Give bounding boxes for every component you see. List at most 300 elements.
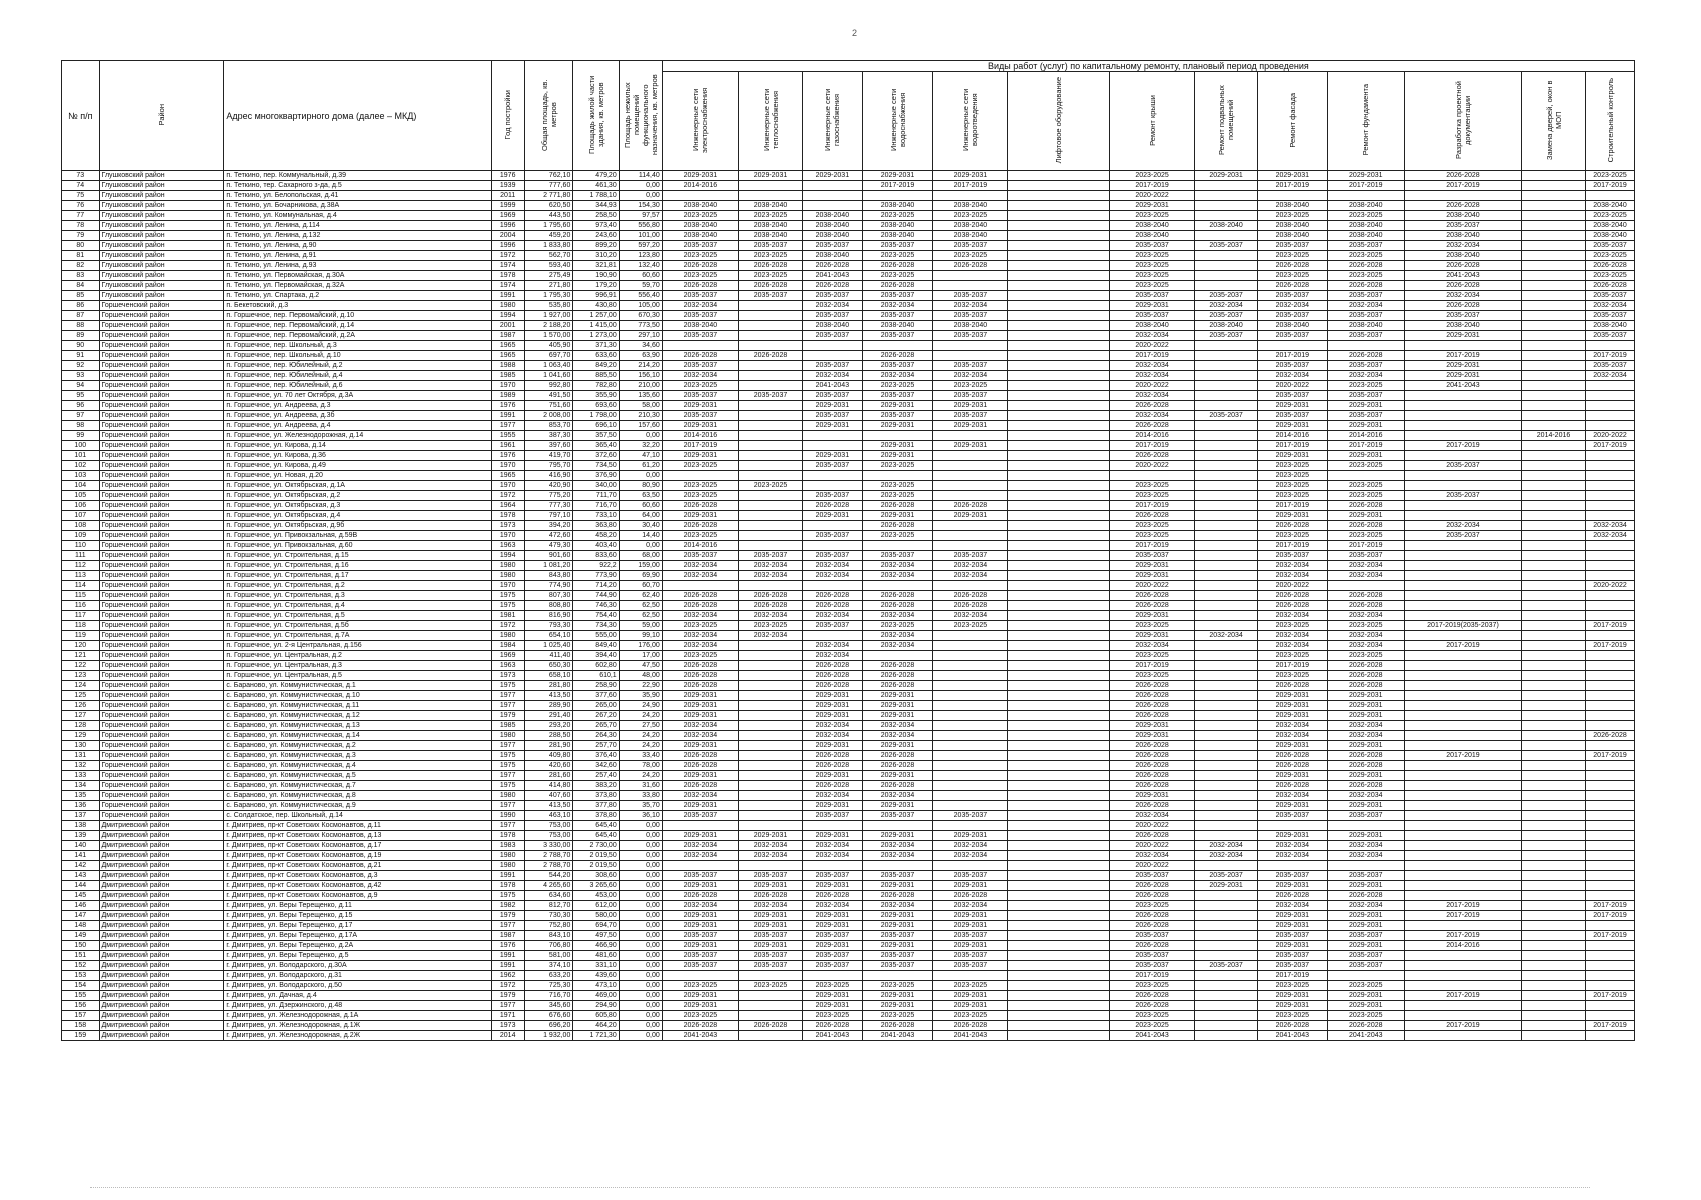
cell-facade: 2032-2034: [1258, 791, 1328, 801]
cell-facade: 2020-2022: [1258, 581, 1328, 591]
cell-total-area: 751,60: [524, 401, 573, 411]
cell-district: Горшеченский район: [99, 811, 224, 821]
cell-electric: 2032-2034: [662, 731, 738, 741]
cell-gas: 2035-2037: [803, 531, 863, 541]
cell-sewer: [933, 271, 1008, 281]
cell-construction-control: 2035-2037: [1586, 361, 1635, 371]
cell-total-area: 2 788,70: [524, 851, 573, 861]
cell-heat: [738, 451, 802, 461]
cell-electric: 2029-2031: [662, 171, 738, 181]
cell-construction-control: 2023-2025: [1586, 211, 1635, 221]
cell-year: 1970: [491, 581, 524, 591]
cell-sewer: 2035-2037: [933, 951, 1008, 961]
cell-facade: 2029-2031: [1258, 451, 1328, 461]
cell-year: 1965: [491, 351, 524, 361]
cell-facade: 2032-2034: [1258, 371, 1328, 381]
cell-roof: 2026-2028: [1110, 761, 1195, 771]
table-row: [62, 531, 1635, 541]
cell-electric: 2029-2031: [662, 741, 738, 751]
cell-basement: [1195, 731, 1258, 741]
cell-gas: 2029-2031: [803, 801, 863, 811]
cell-gas: 2035-2037: [803, 331, 863, 341]
capital-repair-table-sheet: [61, 60, 1635, 1041]
cell-year: 1989: [491, 391, 524, 401]
table-row: [62, 811, 1635, 821]
cell-construction-control: [1586, 481, 1635, 491]
cell-water: 2035-2037: [862, 551, 933, 561]
cell-sewer: 2017-2019: [933, 181, 1008, 191]
cell-water: 2032-2034: [862, 301, 933, 311]
cell-living-area: 711,70: [573, 491, 619, 501]
cell-water: [862, 191, 933, 201]
cell-year: 1996: [491, 221, 524, 231]
cell-address: п. Горшечное, ул. Кирова, д.49: [224, 461, 491, 471]
cell-living-area: 782,80: [573, 381, 619, 391]
cell-facade: 2029-2031: [1258, 991, 1328, 1001]
cell-electric: 2023-2025: [662, 381, 738, 391]
cell-design-docs: [1404, 741, 1521, 751]
cell-facade: 2023-2025: [1258, 651, 1328, 661]
cell-row-num: 105: [62, 491, 100, 501]
cell-electric: 2029-2031: [662, 831, 738, 841]
cell-year: 1982: [491, 901, 524, 911]
cell-facade: 2032-2034: [1258, 841, 1328, 851]
cell-sewer: 2035-2037: [933, 411, 1008, 421]
cell-row-num: 77: [62, 211, 100, 221]
cell-total-area: 281,60: [524, 771, 573, 781]
cell-design-docs: [1404, 851, 1521, 861]
cell-lift: [1008, 201, 1110, 211]
cell-district: Дмитриевский район: [99, 821, 224, 831]
cell-design-docs: [1404, 721, 1521, 731]
cell-lift: [1008, 421, 1110, 431]
cell-premises-area: 0,00: [619, 961, 662, 971]
cell-basement: [1195, 1021, 1258, 1031]
cell-total-area: 472,60: [524, 531, 573, 541]
cell-roof: 2038-2040: [1110, 321, 1195, 331]
cell-total-area: 753,00: [524, 821, 573, 831]
cell-row-num: 128: [62, 721, 100, 731]
cell-foundation: 2023-2025: [1327, 211, 1404, 221]
cell-sewer: [933, 701, 1008, 711]
cell-gas: 2026-2028: [803, 781, 863, 791]
cell-water: 2026-2028: [862, 1021, 933, 1031]
table-row: [62, 861, 1635, 871]
cell-heat: [738, 771, 802, 781]
cell-lift: [1008, 251, 1110, 261]
cell-lift: [1008, 381, 1110, 391]
cell-premises-area: 17,00: [619, 651, 662, 661]
cell-sewer: 2029-2031: [933, 941, 1008, 951]
cell-electric: 2035-2037: [662, 961, 738, 971]
cell-total-area: 387,30: [524, 431, 573, 441]
cell-foundation: 2026-2028: [1327, 591, 1404, 601]
cell-heat: [738, 971, 802, 981]
cell-electric: 2014-2016: [662, 431, 738, 441]
cell-gas: 2026-2028: [803, 1021, 863, 1031]
cell-address: п. Горшечное, ул. Строительная, д.15: [224, 551, 491, 561]
cell-construction-control: [1586, 861, 1635, 871]
cell-lift: [1008, 491, 1110, 501]
cell-year: 1961: [491, 441, 524, 451]
cell-row-num: 95: [62, 391, 100, 401]
cell-heat: 2023-2025: [738, 211, 802, 221]
cell-row-num: 97: [62, 411, 100, 421]
cell-construction-control: 2017-2019: [1586, 901, 1635, 911]
cell-foundation: 2023-2025: [1327, 381, 1404, 391]
cell-doors-windows: [1522, 911, 1586, 921]
cell-district: Глушковский район: [99, 261, 224, 271]
cell-total-area: 2 788,70: [524, 861, 573, 871]
cell-address: с. Бараново, ул. Коммунистическая, д.13: [224, 721, 491, 731]
cell-facade: 2023-2025: [1258, 481, 1328, 491]
cell-water: 2032-2034: [862, 371, 933, 381]
cell-electric: 2017-2019: [662, 441, 738, 451]
cell-basement: [1195, 431, 1258, 441]
cell-facade: 2029-2031: [1258, 941, 1328, 951]
cell-row-num: 92: [62, 361, 100, 371]
cell-construction-control: 2032-2034: [1586, 531, 1635, 541]
col-header-work-4: Инженерные сети водоснабжения: [862, 72, 933, 171]
cell-premises-area: 68,00: [619, 551, 662, 561]
cell-water: [862, 861, 933, 871]
cell-living-area: 458,20: [573, 531, 619, 541]
table-row: [62, 561, 1635, 571]
cell-year: 1963: [491, 661, 524, 671]
table-row: [62, 601, 1635, 611]
cell-roof: 2035-2037: [1110, 551, 1195, 561]
cell-total-area: 775,20: [524, 491, 573, 501]
cell-premises-area: 69,90: [619, 571, 662, 581]
table-row: [62, 521, 1635, 531]
cell-foundation: 2029-2031: [1327, 941, 1404, 951]
cell-water: 2029-2031: [862, 711, 933, 721]
col-header-work-9: Ремонт фасада: [1258, 72, 1328, 171]
table-row: [62, 221, 1635, 231]
cell-heat: 2026-2028: [738, 351, 802, 361]
cell-facade: 2032-2034: [1258, 611, 1328, 621]
cell-heat: [738, 641, 802, 651]
cell-premises-area: 36,10: [619, 811, 662, 821]
cell-heat: 2035-2037: [738, 951, 802, 961]
cell-row-num: 140: [62, 841, 100, 851]
cell-year: 1980: [491, 301, 524, 311]
cell-row-num: 153: [62, 971, 100, 981]
cell-address: с. Бараново, ул. Коммунистическая, д.14: [224, 731, 491, 741]
cell-construction-control: [1586, 411, 1635, 421]
cell-roof: 2026-2028: [1110, 751, 1195, 761]
cell-basement: [1195, 551, 1258, 561]
cell-district: Глушковский район: [99, 211, 224, 221]
cell-premises-area: 0,00: [619, 951, 662, 961]
cell-facade: 2017-2019: [1258, 501, 1328, 511]
cell-water: 2023-2025: [862, 531, 933, 541]
cell-doors-windows: [1522, 861, 1586, 871]
cell-roof: 2026-2028: [1110, 1001, 1195, 1011]
cell-design-docs: [1404, 891, 1521, 901]
cell-basement: [1195, 191, 1258, 201]
cell-row-num: 155: [62, 991, 100, 1001]
cell-row-num: 149: [62, 931, 100, 941]
cell-district: Горшеченский район: [99, 371, 224, 381]
cell-water: 2026-2028: [862, 351, 933, 361]
cell-electric: 2032-2034: [662, 611, 738, 621]
table-row: [62, 311, 1635, 321]
cell-facade: 2029-2031: [1258, 401, 1328, 411]
cell-roof: 2020-2022: [1110, 581, 1195, 591]
cell-design-docs: [1404, 671, 1521, 681]
cell-foundation: 2014-2016: [1327, 431, 1404, 441]
cell-facade: 2023-2025: [1258, 531, 1328, 541]
cell-basement: [1195, 801, 1258, 811]
cell-heat: [738, 651, 802, 661]
cell-water: [862, 431, 933, 441]
cell-doors-windows: [1522, 921, 1586, 931]
cell-lift: [1008, 531, 1110, 541]
table-row: [62, 991, 1635, 1001]
cell-design-docs: [1404, 981, 1521, 991]
cell-construction-control: [1586, 511, 1635, 521]
table-row: [62, 351, 1635, 361]
cell-total-area: 762,10: [524, 171, 573, 181]
cell-living-area: 2 730,00: [573, 841, 619, 851]
cell-electric: 2032-2034: [662, 631, 738, 641]
cell-year: 1980: [491, 731, 524, 741]
cell-year: 1977: [491, 421, 524, 431]
cell-water: 2032-2034: [862, 731, 933, 741]
cell-foundation: 2023-2025: [1327, 251, 1404, 261]
cell-year: 1987: [491, 931, 524, 941]
table-row: [62, 821, 1635, 831]
cell-total-area: 491,50: [524, 391, 573, 401]
cell-total-area: 407,60: [524, 791, 573, 801]
cell-district: Горшеченский район: [99, 521, 224, 531]
cell-doors-windows: [1522, 501, 1586, 511]
cell-foundation: 2032-2034: [1327, 561, 1404, 571]
cell-heat: 2029-2031: [738, 921, 802, 931]
cell-water: 2023-2025: [862, 1011, 933, 1021]
cell-address: п. Горшечное, пер. Юбилейный, д.4: [224, 371, 491, 381]
cell-facade: 2023-2025: [1258, 621, 1328, 631]
cell-construction-control: [1586, 871, 1635, 881]
cell-district: Горшеченский район: [99, 451, 224, 461]
cell-design-docs: [1404, 551, 1521, 561]
cell-design-docs: [1404, 471, 1521, 481]
cell-row-num: 122: [62, 661, 100, 671]
cell-electric: 2032-2034: [662, 901, 738, 911]
cell-electric: 2023-2025: [662, 981, 738, 991]
cell-construction-control: 2032-2034: [1586, 521, 1635, 531]
cell-district: Горшеченский район: [99, 351, 224, 361]
cell-year: 2001: [491, 321, 524, 331]
cell-district: Горшеченский район: [99, 791, 224, 801]
cell-doors-windows: [1522, 1001, 1586, 1011]
cell-basement: 2038-2040: [1195, 221, 1258, 231]
cell-address: с. Бараново, ул. Коммунистическая, д.1: [224, 681, 491, 691]
cell-gas: 2035-2037: [803, 461, 863, 471]
cell-roof: 2029-2031: [1110, 721, 1195, 731]
cell-living-area: 461,30: [573, 181, 619, 191]
cell-roof: 2020-2022: [1110, 461, 1195, 471]
cell-foundation: 2023-2025: [1327, 981, 1404, 991]
cell-lift: [1008, 781, 1110, 791]
cell-doors-windows: [1522, 881, 1586, 891]
cell-address: г. Дмитриев, ул. Веры Терещенко, д.17: [224, 921, 491, 931]
cell-lift: [1008, 821, 1110, 831]
cell-sewer: 2029-2031: [933, 991, 1008, 1001]
cell-foundation: 2029-2031: [1327, 741, 1404, 751]
cell-district: Глушковский район: [99, 171, 224, 181]
cell-gas: 2026-2028: [803, 591, 863, 601]
cell-gas: 2035-2037: [803, 411, 863, 421]
cell-sewer: [933, 651, 1008, 661]
table-row: [62, 1011, 1635, 1021]
cell-construction-control: [1586, 191, 1635, 201]
cell-basement: [1195, 911, 1258, 921]
cell-electric: 2029-2031: [662, 511, 738, 521]
cell-lift: [1008, 241, 1110, 251]
cell-foundation: 2026-2028: [1327, 681, 1404, 691]
cell-total-area: 293,20: [524, 721, 573, 731]
cell-premises-area: 24,90: [619, 701, 662, 711]
cell-construction-control: [1586, 771, 1635, 781]
table-row: [62, 931, 1635, 941]
cell-roof: 2023-2025: [1110, 271, 1195, 281]
cell-total-area: 413,50: [524, 801, 573, 811]
cell-doors-windows: [1522, 421, 1586, 431]
cell-address: с. Бараново, ул. Коммунистическая, д.12: [224, 711, 491, 721]
cell-facade: 2023-2025: [1258, 1011, 1328, 1021]
cell-doors-windows: [1522, 311, 1586, 321]
cell-heat: 2038-2040: [738, 201, 802, 211]
cell-premises-area: 0,00: [619, 861, 662, 871]
cell-address: с. Бараново, ул. Коммунистическая, д.4: [224, 761, 491, 771]
cell-year: 1977: [491, 741, 524, 751]
cell-doors-windows: [1522, 351, 1586, 361]
cell-basement: [1195, 451, 1258, 461]
cell-premises-area: 105,00: [619, 301, 662, 311]
cell-living-area: 357,50: [573, 431, 619, 441]
cell-row-num: 104: [62, 481, 100, 491]
cell-row-num: 82: [62, 261, 100, 271]
cell-living-area: 321,81: [573, 261, 619, 271]
cell-year: 1976: [491, 451, 524, 461]
cell-premises-area: 97,57: [619, 211, 662, 221]
cell-row-num: 89: [62, 331, 100, 341]
cell-basement: [1195, 281, 1258, 291]
cell-address: г. Дмитриев, ул. Железнодорожная, д.1А: [224, 1011, 491, 1021]
table-row: [62, 461, 1635, 471]
cell-address: г. Дмитриев, пр-кт Советских Космонавтов, д.11: [224, 821, 491, 831]
cell-gas: 2032-2034: [803, 791, 863, 801]
cell-sewer: 2026-2028: [933, 501, 1008, 511]
cell-doors-windows: [1522, 811, 1586, 821]
cell-gas: 2035-2037: [803, 551, 863, 561]
cell-foundation: 2035-2037: [1327, 811, 1404, 821]
col-header-work-5: Инженерные сети водоотведения: [933, 72, 1008, 171]
cell-gas: [803, 971, 863, 981]
cell-foundation: 2032-2034: [1327, 571, 1404, 581]
cell-year: 1983: [491, 841, 524, 851]
cell-living-area: 377,80: [573, 801, 619, 811]
cell-year: 1975: [491, 681, 524, 691]
cell-year: 1979: [491, 711, 524, 721]
cell-premises-area: 14,40: [619, 531, 662, 541]
cell-gas: [803, 481, 863, 491]
cell-doors-windows: [1522, 751, 1586, 761]
cell-electric: 2029-2031: [662, 941, 738, 951]
cell-water: 2029-2031: [862, 401, 933, 411]
cell-basement: [1195, 251, 1258, 261]
cell-district: Дмитриевский район: [99, 851, 224, 861]
cell-address: п. Горшечное, пер. Школьный, д.3: [224, 341, 491, 351]
cell-lift: [1008, 941, 1110, 951]
cell-living-area: 372,60: [573, 451, 619, 461]
cell-row-num: 98: [62, 421, 100, 431]
cell-gas: 2032-2034: [803, 641, 863, 651]
cell-electric: [662, 861, 738, 871]
cell-doors-windows: [1522, 561, 1586, 571]
col-header-work-8: Ремонт подвальных помещений: [1195, 72, 1258, 171]
cell-gas: 2032-2034: [803, 371, 863, 381]
cell-basement: [1195, 941, 1258, 951]
cell-doors-windows: [1522, 631, 1586, 641]
cell-district: Горшеченский район: [99, 401, 224, 411]
cell-heat: [738, 301, 802, 311]
cell-row-num: 150: [62, 941, 100, 951]
cell-basement: [1195, 951, 1258, 961]
cell-electric: 2032-2034: [662, 841, 738, 851]
cell-district: Глушковский район: [99, 221, 224, 231]
cell-design-docs: 2017-2019(2035-2037): [1404, 621, 1521, 631]
cell-roof: 2035-2037: [1110, 311, 1195, 321]
cell-address: г. Дмитриев, пр-кт Советских Космонавтов, д.3: [224, 871, 491, 881]
cell-living-area: 3 265,60: [573, 881, 619, 891]
cell-address: г. Дмитриев, пр-кт Советских Космонавтов, д.21: [224, 861, 491, 871]
cell-doors-windows: [1522, 261, 1586, 271]
cell-address: п. Теткино, ул. Белопольская, д.41: [224, 191, 491, 201]
cell-heat: [738, 371, 802, 381]
col-header-num: № п/п: [62, 61, 100, 171]
cell-construction-control: 2020-2022: [1586, 581, 1635, 591]
cell-sewer: 2038-2040: [933, 231, 1008, 241]
cell-roof: 2035-2037: [1110, 961, 1195, 971]
cell-construction-control: 2017-2019: [1586, 441, 1635, 451]
cell-total-area: 419,70: [524, 451, 573, 461]
cell-premises-area: 58,00: [619, 401, 662, 411]
cell-heat: 2023-2025: [738, 981, 802, 991]
cell-doors-windows: [1522, 831, 1586, 841]
cell-lift: [1008, 791, 1110, 801]
cell-gas: 2029-2031: [803, 771, 863, 781]
cell-basement: [1195, 381, 1258, 391]
cell-water: 2029-2031: [862, 741, 933, 751]
cell-address: п. Горшечное, ул. Центральная, д.2: [224, 651, 491, 661]
cell-heat: [738, 661, 802, 671]
cell-gas: 2038-2040: [803, 211, 863, 221]
table-row: [62, 241, 1635, 251]
cell-address: п. Теткино, ул. Ленина, д.114: [224, 221, 491, 231]
cell-lift: [1008, 991, 1110, 1001]
table-row: [62, 391, 1635, 401]
cell-sewer: [933, 761, 1008, 771]
cell-row-num: 73: [62, 171, 100, 181]
cell-district: Горшеченский район: [99, 511, 224, 521]
table-row: [62, 171, 1635, 181]
cell-living-area: 363,80: [573, 521, 619, 531]
cell-lift: [1008, 281, 1110, 291]
cell-roof: 2026-2028: [1110, 701, 1195, 711]
